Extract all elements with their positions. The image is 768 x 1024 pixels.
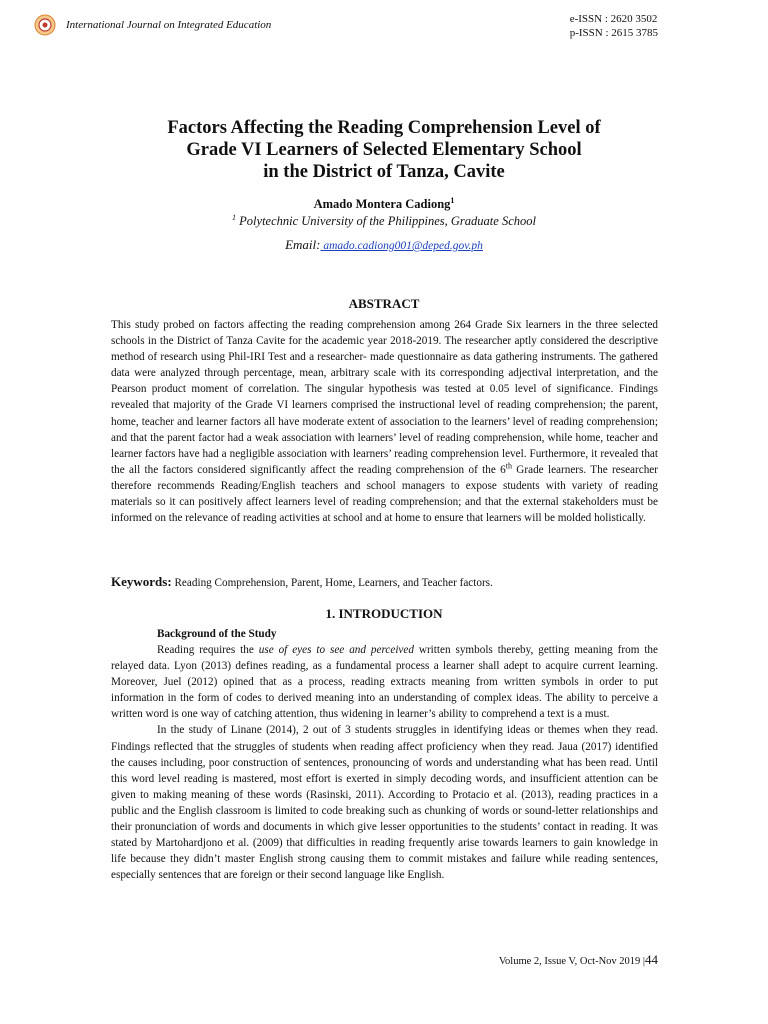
abstract-heading: ABSTRACT xyxy=(348,296,420,311)
keywords xyxy=(111,574,658,590)
issn-block xyxy=(570,12,658,40)
volume-info: Volume 2, Issue V, Oct-Nov 2019 | xyxy=(498,956,645,967)
keywords-label: Keywords: xyxy=(111,574,172,589)
title-line-1: Factors Affecting the Reading Comprehension Level of xyxy=(167,118,601,138)
journal-name: International Journal on Integrated Education xyxy=(66,19,272,31)
page-number: 44 xyxy=(645,952,658,967)
email-label: Email: xyxy=(285,237,321,252)
author-name: Amado Montera Cadiong$^1$ xyxy=(313,195,455,211)
email-line xyxy=(0,237,768,253)
title-line-2: Grade VI Learners of Selected Elementary School xyxy=(186,140,582,160)
background-subheading: Background of the Study xyxy=(157,628,277,640)
intro-paragraph-1: Reading requires the use of eyes to see and perceived written symbols thereby, getting meaning from the relayed data. Lyon (2013) defines reading, as a fundamental process a learner shall adept to acquire current learning. Moreover, Juel (2012) opined that as a process, reading extracts meaning from written symbols in order to put information in the form of codes to derived meaning into an understanding of complex ideas. The ability to perceive a written word is one way of catching attention, thus widening in learner’s ability to comprehend a text is a must. xyxy=(111,644,658,721)
eissn: e-ISSN : 2620 3502 xyxy=(569,13,658,25)
affiliation: $^1$ Polytechnic University of the Philippines, Graduate School xyxy=(232,212,536,228)
introduction-text xyxy=(111,642,658,883)
page-footer xyxy=(499,952,658,968)
paper-title xyxy=(100,117,668,183)
journal-logo-icon xyxy=(34,14,56,36)
email-link[interactable]: amado.cadiong001@deped.gov.ph xyxy=(320,240,483,252)
pissn: p-ISSN : 2615 3785 xyxy=(569,27,658,39)
keywords-list: Reading Comprehension, Parent, Home, Learners, and Teacher factors. xyxy=(171,577,493,589)
title-line-3: in the District of Tanza, Cavite xyxy=(263,162,505,182)
abstract-text: This study probed on factors affecting the reading comprehension among 264 Grade Six learners in the three selected schools in the District of Tanza Cavite for the academic year 2018-2019. The researcher aptly considered the descriptive method of research using Phil-IRI Test and a researcher- made questionnaire as data gathering instruments. The gathered data were analyzed through percentage, mean, arbitrary scale with its corresponding adjectival interpretation, and the Pearson product moment of correlation. The singular hypothesis was tested at 0.05 level of significance. Findings revealed that majority of the Grade VI learners comprised the instructional level of reading comprehension; the parent, home, teacher and learner factors all have moderate extent of association to the learners’ level of reading comprehension; and that the parent factor had a weak association with learners’ level of reading comprehension, while home, teacher and learner factors have had a negligible association with learners’ reading comprehension level. Furthermore, it revealed that the all the factors considered significantly affect the reading comprehension of the 6th Grade learners. The researcher therefore recommends Reading/English teachers and school managers to expose students with variety of reading materials so it can positively affect learners level of reading comprehension; and that the external stakeholders must be informed on the relevance of reading activities at school and at home to ensure that learners will be molded holistically. xyxy=(111,319,658,525)
introduction-heading: 1. INTRODUCTION xyxy=(325,606,443,621)
intro-paragraph-2: In the study of Linane (2014), 2 out of 3 students struggles in identifying ideas or themes when they read. Findings reflected that the struggles of students when reading affect proficiency when they read. Jaua (2017) identified the causes including, poor construction of sentences, pronouncing of words and understanding what has been read. Until this word level reading is mastered, most effort is exerted in simply decoding words, and insufficient attention can be given to making meaning of these words (Rasinski, 2011). According to Protacio et al. (2013), reading practices in a public and the English classroom is limited to code breaking such as chunking of words or sound-letter relationships and their pronunciation of words and documents in which give lesser opportunities to the students’ contact in reading. It was stated by Martohardjono et al. (2009) that difficulties in reading frequently arise towards learners to gain knowledge in life because they didn’t master English strong causing them to commit mistakes and failure while reading sentences, especially sentences that are foreign or their second language like English. xyxy=(111,724,658,882)
